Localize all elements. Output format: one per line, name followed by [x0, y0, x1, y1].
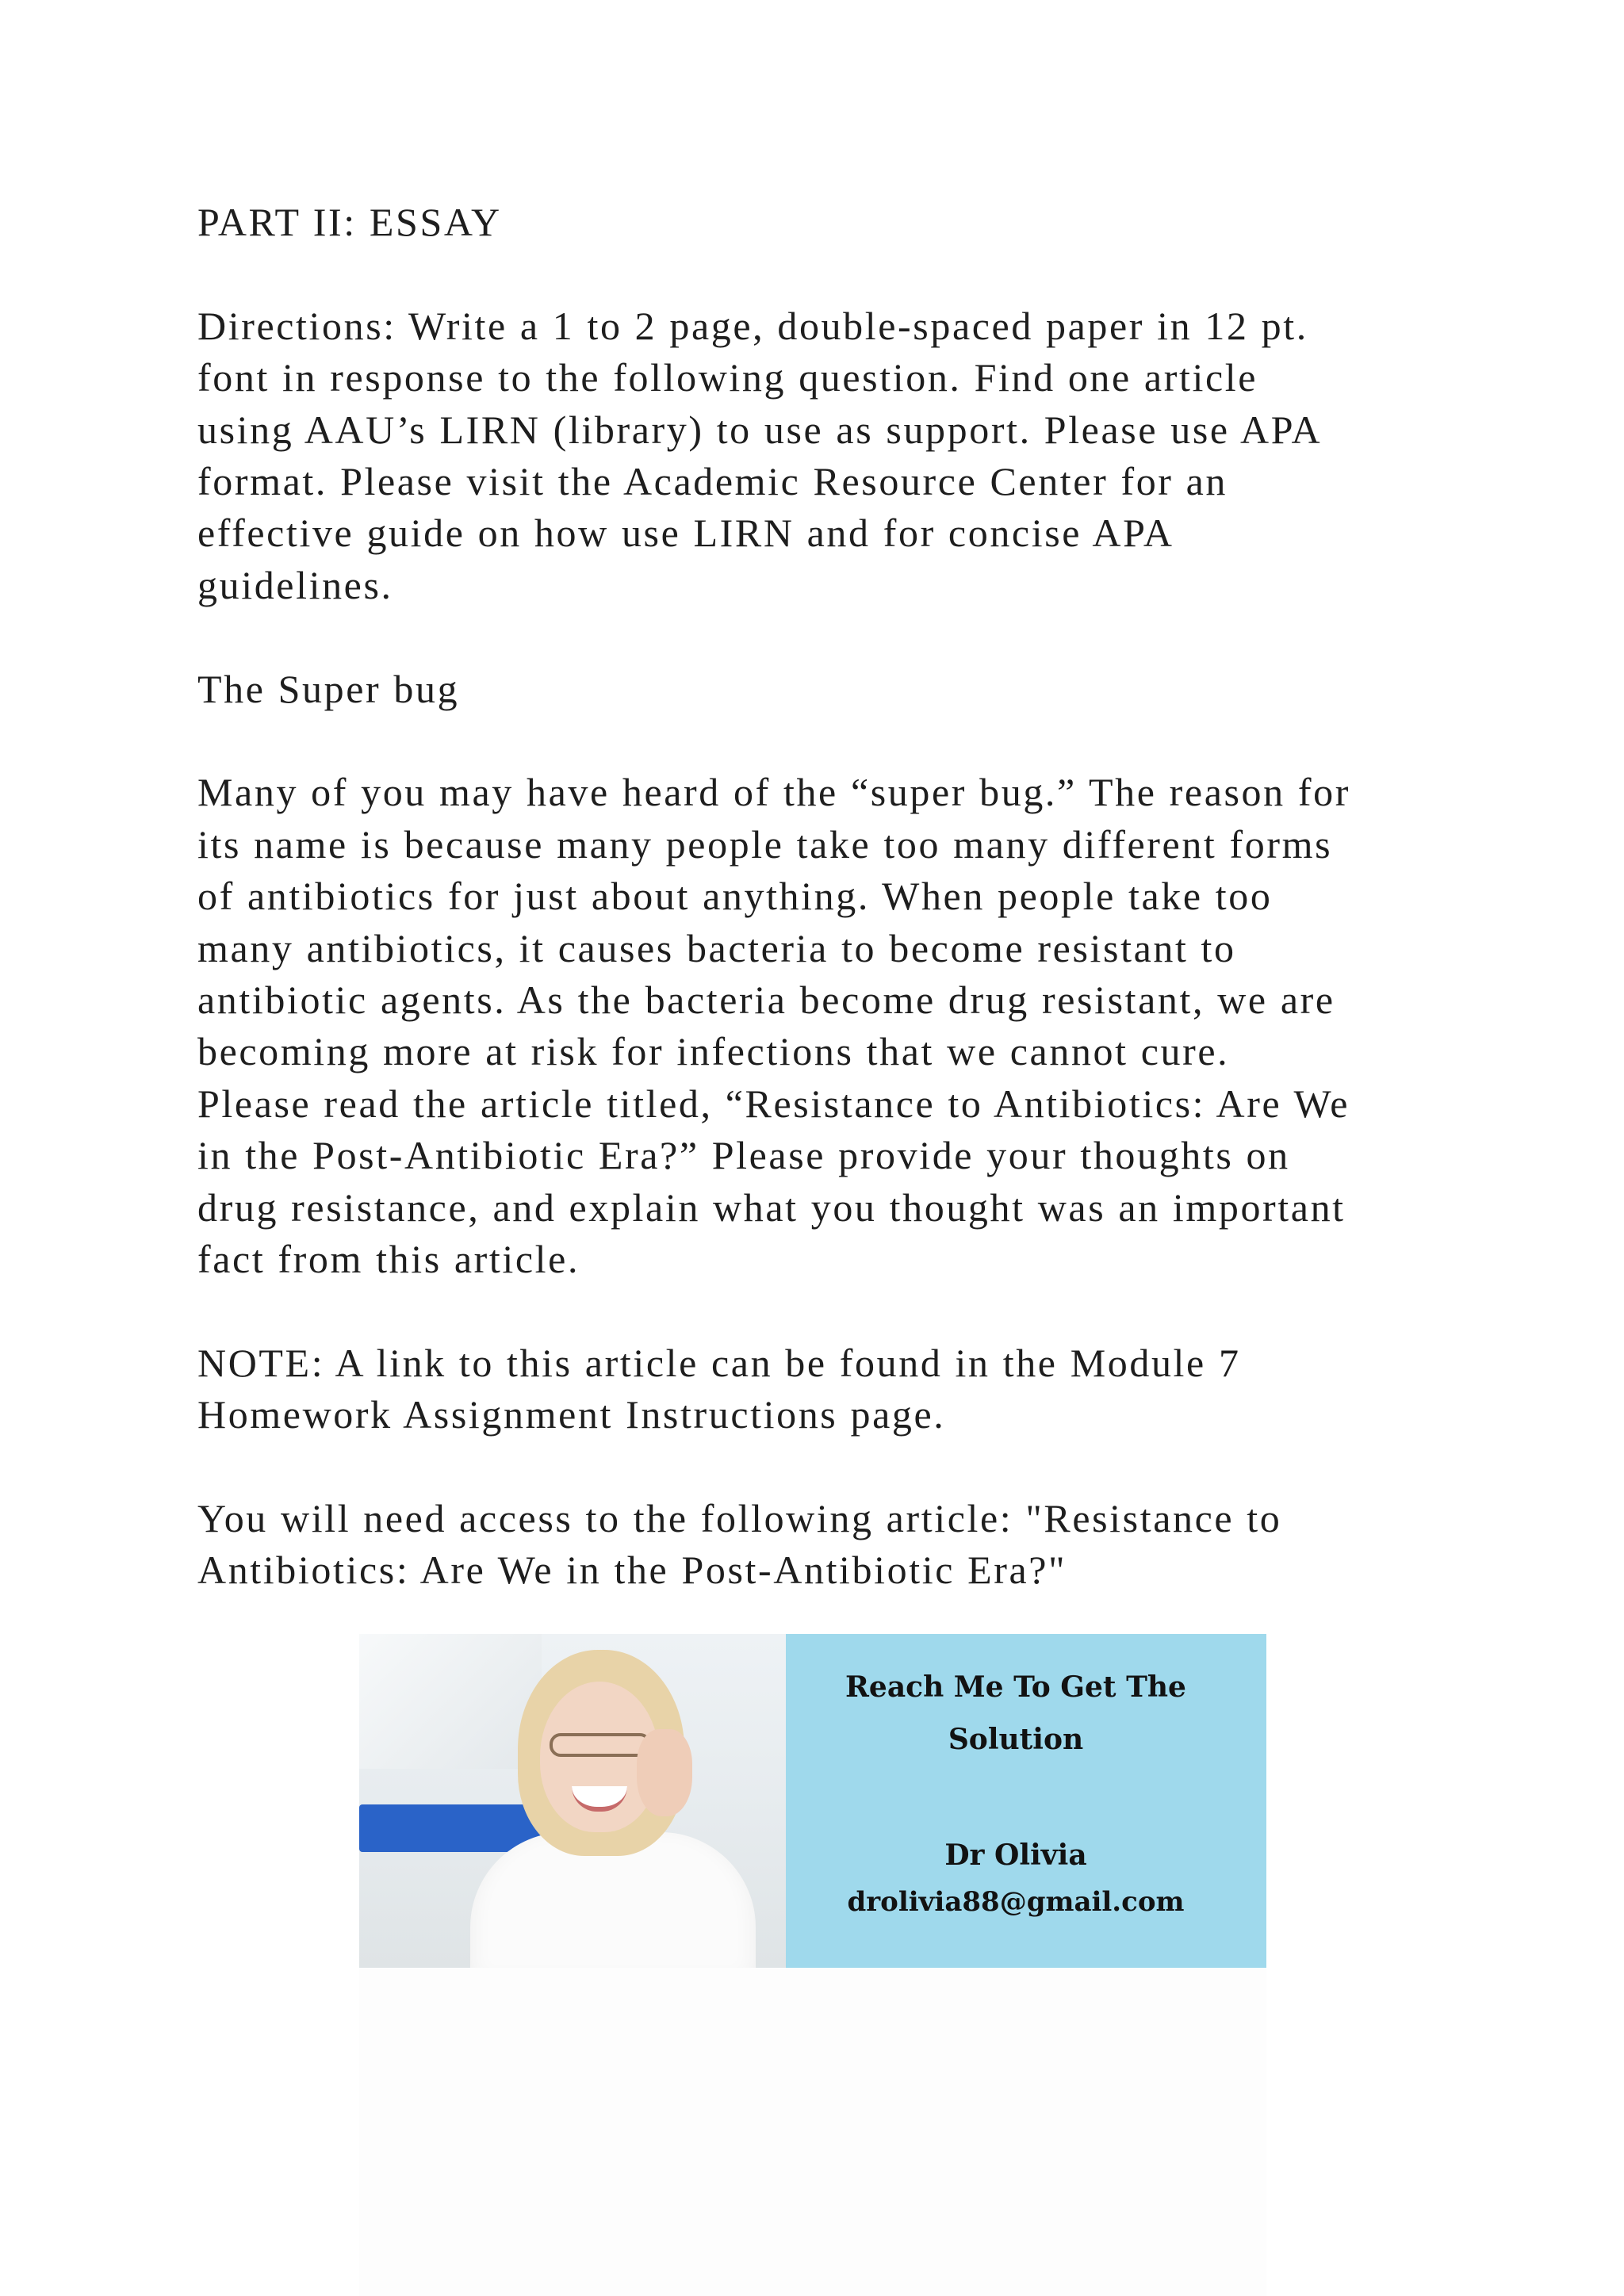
promo-banner — [359, 1634, 1266, 1968]
spacer — [197, 611, 1434, 663]
promo-contact-card — [786, 1634, 1266, 1968]
note-paragraph: NOTE: A link to this article can be found in the Module 7 Homework Assignment Instructions page. — [197, 1340, 1241, 1437]
image-lower-area — [359, 1968, 1266, 2296]
promo-photo — [359, 1634, 786, 1968]
promo-email: drolivia88@gmail.com — [847, 1886, 1185, 1918]
spacer — [197, 715, 1434, 767]
spacer — [197, 1441, 1434, 1493]
promo-line-2: Solution — [948, 1723, 1084, 1756]
spacer — [197, 1285, 1434, 1337]
photo-glasses — [550, 1733, 651, 1757]
topic-title: The Super bug — [197, 666, 460, 711]
directions-paragraph: Directions: Write a 1 to 2 page, double-spaced paper in 12 pt. font in response to the following question. Find one article using AAU’s LIRN (library) to use as support. Please use APA format. Please visit the Academic Resource Center for an effective guide on how use LIRN and for concise APA guidelines. — [197, 303, 1323, 607]
promo-name: Dr Olivia — [944, 1839, 1087, 1872]
photo-hand — [637, 1729, 692, 1816]
photo-blue-chair — [359, 1804, 542, 1852]
article-access-paragraph: You will need access to the following article: "Resistance to Antibiotics: Are We in the Post-Antibiotic Era?" — [197, 1496, 1282, 1593]
photo-window — [359, 1634, 542, 1769]
body-paragraph: Many of you may have heard of the “super bug.” The reason for its name is because many people take too many different forms of antibiotics for just about anything. When people take too many antibiotics, it causes bacteria to become resistant to antibiotic agents. As the bacteria become drug resistant, we are becoming more at risk for infections that we cannot cure. Please read the article titled, “Resistance to Antibiotics: Are We in the Post-Antibiotic Era?” Please provide your thoughts on drug resistance, and explain what you thought was an important fact from this article. — [197, 770, 1350, 1282]
spacer — [197, 248, 1434, 300]
document-body — [197, 197, 1434, 1597]
promo-line-1: Reach Me To Get The — [845, 1670, 1186, 1704]
section-heading: PART II: ESSAY — [197, 200, 502, 244]
